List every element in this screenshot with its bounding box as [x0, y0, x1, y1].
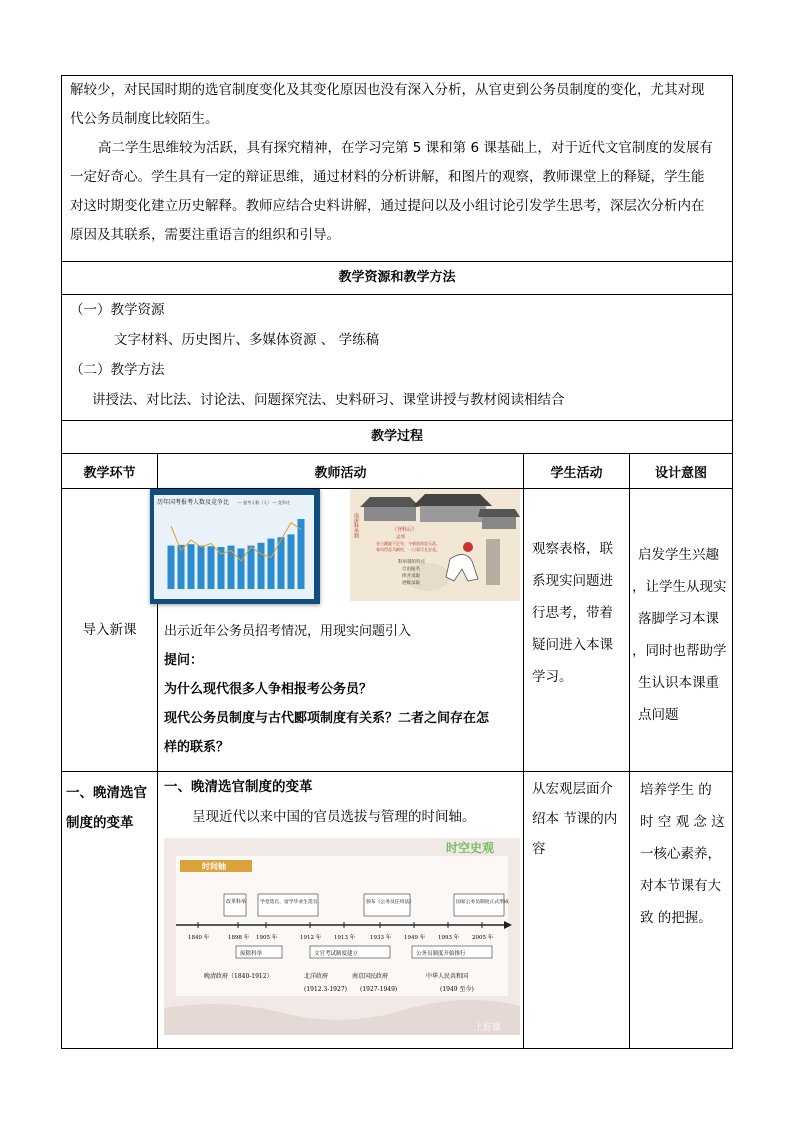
- gate-shape: [486, 539, 500, 585]
- methods-text: 讲授法、对比法、讨论法、问题探究法、史料研习、课堂讲授与教材阅读相结合: [92, 392, 565, 408]
- era-date: (1949 至今): [440, 986, 474, 993]
- design-intent-cell: [630, 489, 733, 772]
- teacher-section-title: 一、晚清选官制度的变革: [164, 779, 313, 795]
- stage-cell: [62, 489, 158, 772]
- era-label: 北洋政府: [304, 973, 329, 980]
- poster-text: 择才录取: [402, 574, 420, 579]
- stage-cell: [62, 772, 158, 1049]
- lesson-plan-table: [61, 75, 733, 1049]
- roof-shape: [413, 494, 492, 506]
- timeline-year: 1905 年: [256, 935, 278, 941]
- event-box: [364, 894, 410, 916]
- timeline-year: 2005 年: [472, 935, 494, 941]
- poster-text: 春风得意马蹄疾，一日看尽长安花。: [376, 547, 440, 552]
- rider-shape: [463, 542, 473, 552]
- chart-bar: [188, 544, 195, 589]
- column-header: 学生活动: [524, 454, 630, 489]
- design-text: 致 的把握。: [640, 910, 712, 926]
- design-text: 生认识本课重: [638, 675, 719, 691]
- design-text: ，同时也帮助学: [632, 643, 727, 659]
- design-intent-cell: [630, 772, 733, 1049]
- exam-chart-image: [150, 489, 320, 604]
- resources-cell: [62, 295, 733, 421]
- chart-bar: [208, 546, 215, 589]
- design-text: 时 空 观 念 这: [640, 814, 725, 830]
- design-text: 落脚学习本课: [638, 611, 719, 627]
- design-text: 点问题: [638, 707, 679, 723]
- event-label: 学堂选官，留学毕业生选官: [260, 900, 318, 905]
- design-text: 一核心素养，: [640, 846, 721, 862]
- chart-bar: [258, 543, 265, 589]
- era-label: 中华人民共和国: [426, 973, 469, 980]
- student-text: 疑问进入本课: [532, 637, 613, 653]
- roof-shape: [360, 497, 420, 507]
- era-label: 南京国民政府: [352, 973, 389, 980]
- event-label: 公务员制度开始推行: [416, 951, 466, 957]
- era-date: (1912.3-1927): [304, 986, 347, 993]
- methods-sub-heading: （二）教学方法: [70, 362, 165, 378]
- resources-row: [62, 295, 733, 421]
- timeline-year: 1898 年: [228, 935, 250, 941]
- timeline-year: 1993 年: [438, 935, 460, 941]
- intro-row: [62, 76, 733, 262]
- poster-art: [350, 489, 520, 601]
- era-label: 晚清政府（1840-1912）: [204, 973, 273, 980]
- exam-chart: [150, 489, 320, 604]
- chart-bar: [248, 546, 255, 589]
- event-box: [224, 894, 246, 916]
- chart-bar: [288, 534, 295, 589]
- column-header: 设计意图: [630, 454, 733, 489]
- student-text: 系现实问题进: [532, 573, 613, 589]
- design-text: ，让学生从现实: [632, 579, 727, 595]
- poster-text: 逐级录取: [402, 581, 420, 586]
- teacher-text: 出示近年公务员招考情况，用现实问题引入: [164, 624, 412, 639]
- chart-bar: [238, 548, 245, 589]
- question-label: 提问：: [164, 653, 204, 668]
- student-text: 行思考，带着: [532, 605, 613, 621]
- poster-text: 《登科后》: [392, 527, 418, 533]
- resources-heading: 教学资源和教学方法: [62, 262, 733, 295]
- late-qing-row: [62, 772, 733, 1049]
- stage-label: 一、晚清选官: [66, 785, 147, 801]
- intro-line: 原因及其联系，需要注重语言的组织和引导。: [70, 227, 340, 243]
- column-header: 教学环节: [62, 454, 158, 489]
- event-box: [454, 894, 504, 916]
- timeline-tag-label: 时间轴: [202, 862, 226, 871]
- timeline-image: [164, 838, 520, 1035]
- column-header-row: [62, 454, 733, 489]
- timeline-year: 1949 年: [404, 935, 426, 941]
- poster-text: 自由报名: [402, 567, 420, 572]
- chart-bar: [178, 545, 185, 589]
- intro-line: 一定好奇心。学生具有一定的辩证思维，通过材料的分析讲解，和图片的观察，教师课堂上的释疑，学生能: [70, 169, 705, 185]
- question-text: 为什么现代很多人争相报考公务员？: [164, 682, 373, 697]
- poster-text: 昔日龌龊不足夸，今朝放荡思无涯。: [376, 541, 440, 546]
- event-label: 国家公务员制度正式形成: [456, 900, 509, 905]
- roof-shape: [478, 509, 520, 517]
- question-text: 现代公务员制度与古代郾项制度有关系？二者之间存在怎: [164, 711, 490, 726]
- student-text: 观察表格，联: [532, 541, 613, 557]
- imperial-exam-poster: [350, 489, 520, 601]
- intro-line: 高二学生思维较为活跃，具有探究精神，在学习完第 5 课和第 6 课基础上，对于近代文官制度的发展有: [98, 140, 713, 156]
- teacher-activity-cell: [158, 489, 524, 772]
- timeline-graphic: [164, 838, 520, 1035]
- poster-text: 科举制的特点: [398, 560, 425, 565]
- chart-bar: [168, 546, 175, 589]
- design-text: 培养学生 的: [640, 782, 712, 798]
- timeline-year: 1933 年: [370, 935, 392, 941]
- event-label: 颁布《公务员任用法》: [366, 900, 414, 905]
- watermark: 上好课: [474, 1023, 502, 1033]
- event-label: 文官考试制度建立: [314, 951, 359, 957]
- student-activity-cell: [524, 772, 630, 1049]
- intro-lesson-row: [62, 489, 733, 772]
- page: [61, 75, 732, 1049]
- timeline-corner-label: 时空史观: [446, 841, 495, 855]
- intro-line: 代公务员制度比较陌生。: [70, 111, 219, 127]
- event-label: 废除科举: [240, 951, 263, 957]
- timeline-year: 1840 年: [188, 935, 210, 941]
- event-label: 改革科举: [226, 899, 247, 905]
- building-shape: [364, 507, 416, 521]
- chart-bar: [198, 546, 205, 589]
- resources-heading-row: [62, 262, 733, 295]
- question-text: 样的联系？: [164, 740, 230, 755]
- student-text: 容: [532, 841, 546, 857]
- timeline-year: 1913 年: [334, 935, 356, 941]
- resources-text: 文字材料、历史图片、多媒体资源 、 学练稿: [114, 332, 380, 348]
- student-activity-cell: [524, 489, 630, 772]
- learner-analysis-cell: [62, 76, 733, 262]
- timeline-year: 1912 年: [300, 935, 322, 941]
- poster-text: 孟郊: [396, 535, 405, 540]
- era-date: (1927-1949): [360, 986, 398, 993]
- poster-vertical-title: 南唐科举制: [353, 513, 359, 538]
- design-text: 启发学生兴趣: [638, 547, 719, 563]
- student-text: 从宏观层面介: [532, 781, 613, 797]
- chart-bar: [268, 539, 275, 589]
- stage-label: 导入新课: [82, 621, 137, 638]
- teacher-text: 呈现近代以来中国的官员选拔与管理的时间轴。: [192, 809, 476, 825]
- images-area: [158, 489, 523, 617]
- process-heading-row: [62, 421, 733, 454]
- building-shape: [420, 506, 486, 522]
- chart-title: 历年国考报考人数及竞争比: [157, 499, 230, 506]
- resources-sub-heading: （一）教学资源: [70, 302, 165, 318]
- student-text: 学习。: [532, 669, 573, 685]
- intro-line: 解较少，对民国时期的选官制度变化及其变化原因也没有深入分析，从官吏到公务员制度的变化，尤其对现: [70, 82, 705, 98]
- student-text: 绍本 节课的内: [532, 811, 618, 827]
- design-text: 对本节课有大: [640, 878, 721, 894]
- event-box: [258, 894, 318, 916]
- process-heading: 教学过程: [62, 421, 733, 454]
- chart-bar: [228, 546, 235, 589]
- intro-line: 对这时期变化建立历史解释。教师应结合史料讲解，通过提问以及小组讨论引发学生思考，深层次分析内在: [70, 198, 705, 214]
- teacher-activity-cell: [158, 772, 524, 1049]
- chart-legend: — 报考人数（人） — 竞争比: [238, 500, 290, 505]
- column-header: 教师活动: [158, 454, 524, 489]
- building-shape: [482, 517, 516, 529]
- stage-label: 制度的变革: [66, 815, 134, 831]
